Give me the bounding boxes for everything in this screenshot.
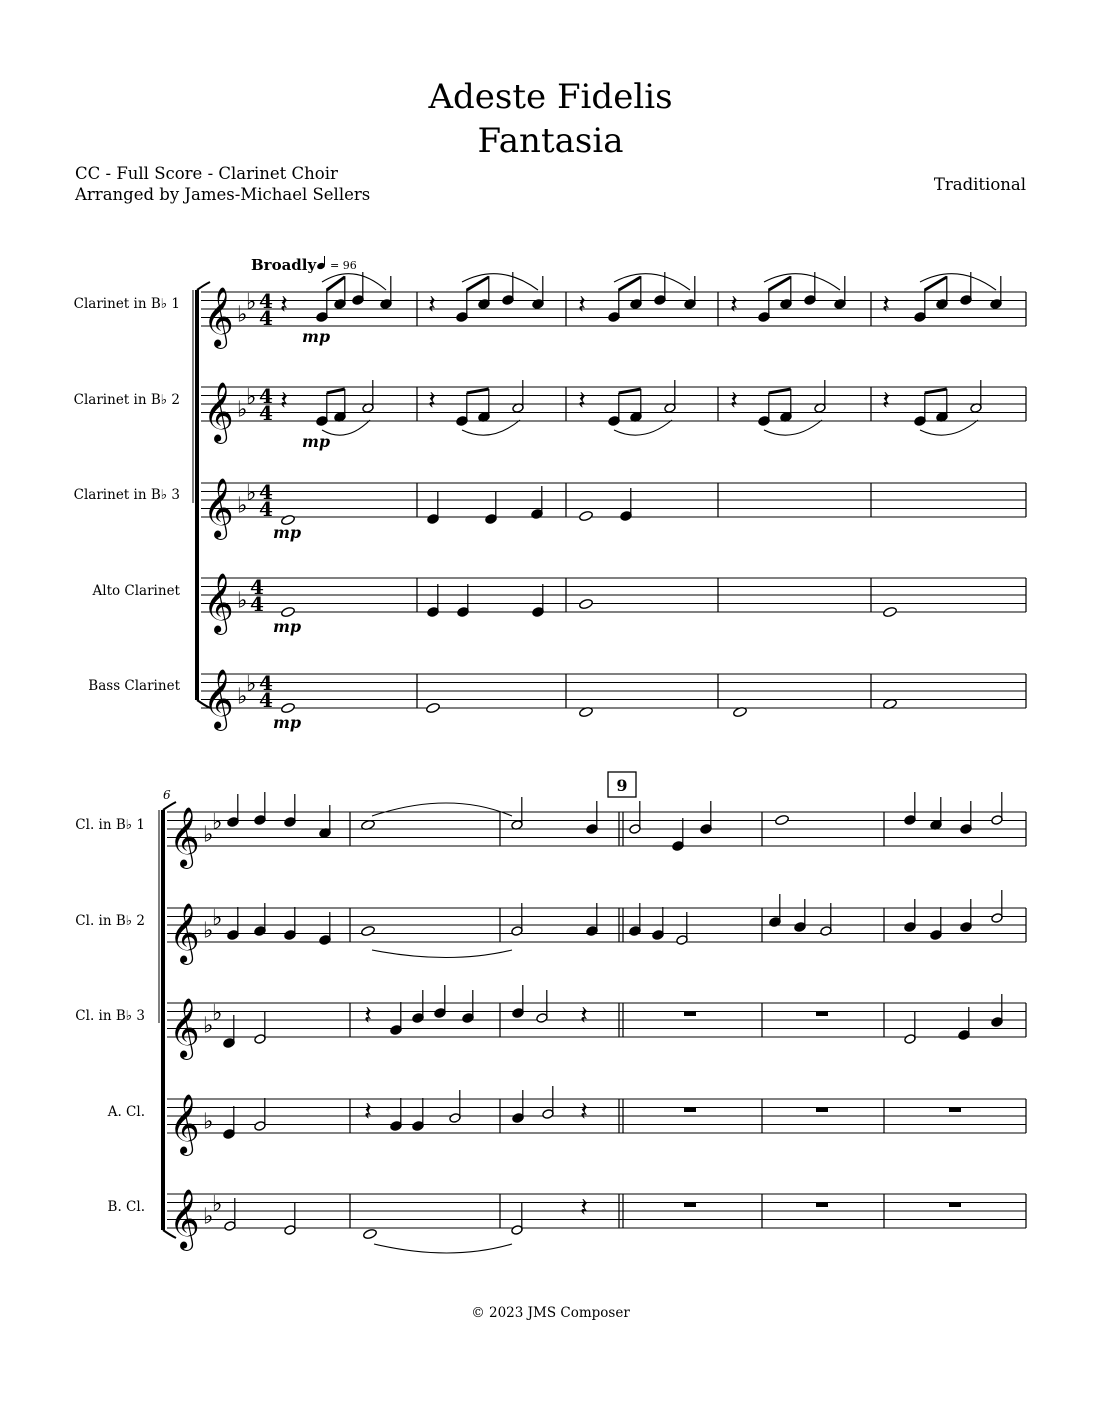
flat-icon: ♭ xyxy=(212,905,223,931)
time-signature-bottom: 4 xyxy=(259,497,273,521)
staff xyxy=(201,669,1026,731)
treble-clef-icon: 𝄞 xyxy=(169,998,200,1058)
flat-icon: ♭ xyxy=(203,918,214,944)
beam xyxy=(327,389,345,393)
instrument-label: Cl. in B♭ 1 xyxy=(75,817,145,833)
time-signature-top: 4 xyxy=(259,480,273,504)
tempo-text: Broadly xyxy=(251,256,317,274)
time-signature-top: 4 xyxy=(259,671,273,695)
instrument-label: A. Cl. xyxy=(107,1104,145,1120)
tie xyxy=(372,803,512,816)
flat-icon: ♭ xyxy=(203,1204,214,1230)
flat-icon: ♭ xyxy=(237,493,248,519)
staff xyxy=(167,1094,1026,1156)
slur xyxy=(920,420,978,435)
quarter-rest-icon: 𝄽 xyxy=(730,290,738,320)
staff xyxy=(167,1189,1026,1251)
beam xyxy=(925,277,947,290)
quarter-rest-icon: 𝄽 xyxy=(882,386,890,416)
beam xyxy=(925,389,947,393)
tie xyxy=(372,950,512,958)
score-subtitle: Fantasia xyxy=(477,121,624,161)
time-signature-bottom: 4 xyxy=(259,688,273,712)
quarter-rest-icon: 𝄽 xyxy=(280,386,288,416)
beam xyxy=(619,389,641,393)
whole-rest-icon xyxy=(816,1108,828,1113)
tie xyxy=(374,1244,512,1253)
whole-rest-icon xyxy=(684,1012,696,1017)
quarter-rest-icon: 𝄽 xyxy=(578,386,586,416)
flat-icon: ♭ xyxy=(212,809,223,835)
note-head xyxy=(361,925,376,937)
tempo-value: = 96 xyxy=(330,259,357,272)
staff xyxy=(201,573,1026,635)
quarter-rest-icon: 𝄽 xyxy=(580,1001,588,1031)
quarter-rest-icon: 𝄽 xyxy=(730,386,738,416)
treble-clef-icon: 𝄞 xyxy=(169,1189,200,1249)
flat-icon: ♭ xyxy=(212,1000,223,1026)
quarter-rest-icon: 𝄽 xyxy=(428,290,436,320)
time-signature-bottom: 4 xyxy=(250,592,264,616)
treble-clef-icon: 𝄞 xyxy=(169,807,200,867)
instrument-label: Clarinet in B♭ 1 xyxy=(73,296,180,312)
note-head xyxy=(363,1228,378,1240)
flat-icon: ♭ xyxy=(203,1109,214,1135)
instrument-label: Cl. in B♭ 2 xyxy=(75,913,145,929)
treble-clef-icon: 𝄞 xyxy=(203,573,234,633)
flat-icon: ♭ xyxy=(212,1191,223,1217)
quarter-rest-icon: 𝄽 xyxy=(364,1001,372,1031)
score-title: Adeste Fidelis xyxy=(428,77,673,117)
note-head xyxy=(775,814,790,826)
note-head xyxy=(579,510,594,522)
treble-clef-icon: 𝄞 xyxy=(203,382,234,442)
slur xyxy=(764,420,822,435)
flat-icon: ♭ xyxy=(246,480,257,506)
time-signature-top: 4 xyxy=(259,384,273,408)
dynamic-mp: mp xyxy=(273,713,302,732)
quarter-rest-icon: 𝄽 xyxy=(882,290,890,320)
composer-credit: Traditional xyxy=(933,175,1026,194)
note-head xyxy=(883,606,898,618)
edition-label: CC - Full Score - Clarinet Choir xyxy=(75,164,338,183)
treble-clef-icon: 𝄞 xyxy=(169,1094,200,1154)
slur xyxy=(614,420,672,435)
whole-rest-icon xyxy=(816,1012,828,1017)
treble-clef-icon: 𝄞 xyxy=(203,478,234,538)
treble-clef-icon: 𝄞 xyxy=(169,903,200,963)
arranger-credit: Arranged by James-Michael Sellers xyxy=(75,185,371,205)
flat-icon: ♭ xyxy=(246,289,257,315)
time-signature-bottom: 4 xyxy=(259,401,273,425)
whole-rest-icon xyxy=(949,1108,961,1113)
quarter-rest-icon: 𝄽 xyxy=(280,290,288,320)
treble-clef-icon: 𝄞 xyxy=(203,669,234,729)
rehearsal-mark: 9 xyxy=(616,776,628,795)
slur xyxy=(462,420,520,435)
flat-icon: ♭ xyxy=(246,384,257,410)
staff xyxy=(201,478,1026,540)
quarter-rest-icon: 𝄽 xyxy=(428,386,436,416)
note-head xyxy=(579,598,594,610)
tempo-note-icon xyxy=(316,256,326,270)
flat-icon: ♭ xyxy=(203,1013,214,1039)
whole-rest-icon xyxy=(949,1203,961,1208)
treble-clef-icon: 𝄞 xyxy=(203,287,234,347)
quarter-rest-icon: 𝄽 xyxy=(578,290,586,320)
beam xyxy=(467,277,489,290)
instrument-label: Cl. in B♭ 3 xyxy=(75,1008,145,1024)
instrument-label: Alto Clarinet xyxy=(92,583,180,599)
flat-icon: ♭ xyxy=(237,302,248,328)
staff xyxy=(167,998,1026,1060)
time-signature-bottom: 4 xyxy=(259,306,273,330)
whole-rest-icon xyxy=(684,1203,696,1208)
dynamic-mp: mp xyxy=(273,523,302,542)
flat-icon: ♭ xyxy=(237,684,248,710)
flat-icon: ♭ xyxy=(237,397,248,423)
note-head xyxy=(426,702,441,714)
quarter-rest-icon: 𝄽 xyxy=(364,1097,372,1127)
copyright-footer: © 2023 JMS Composer xyxy=(471,1305,630,1321)
instrument-label: B. Cl. xyxy=(107,1199,145,1215)
beam xyxy=(467,389,489,393)
system-2 xyxy=(75,772,1026,1253)
dynamic-mp: mp xyxy=(302,432,331,451)
measure-number: 6 xyxy=(163,788,171,802)
time-signature-top: 4 xyxy=(259,289,273,313)
dynamic-mp: mp xyxy=(273,617,302,636)
beam xyxy=(769,389,791,393)
beam xyxy=(327,277,345,290)
system-1 xyxy=(74,256,1026,732)
beam xyxy=(619,277,641,290)
dynamic-mp: mp xyxy=(302,327,331,346)
flat-icon: ♭ xyxy=(237,588,248,614)
quarter-rest-icon: 𝄽 xyxy=(580,1193,588,1223)
whole-rest-icon xyxy=(684,1108,696,1113)
instrument-label: Clarinet in B♭ 2 xyxy=(73,392,180,408)
quarter-rest-icon: 𝄽 xyxy=(580,1097,588,1127)
whole-rest-icon xyxy=(816,1203,828,1208)
instrument-label: Bass Clarinet xyxy=(88,678,180,694)
flat-icon: ♭ xyxy=(246,671,257,697)
flat-icon: ♭ xyxy=(203,822,214,848)
time-signature-top: 4 xyxy=(250,575,264,599)
beam xyxy=(769,277,791,290)
instrument-label: Clarinet in B♭ 3 xyxy=(73,487,180,503)
